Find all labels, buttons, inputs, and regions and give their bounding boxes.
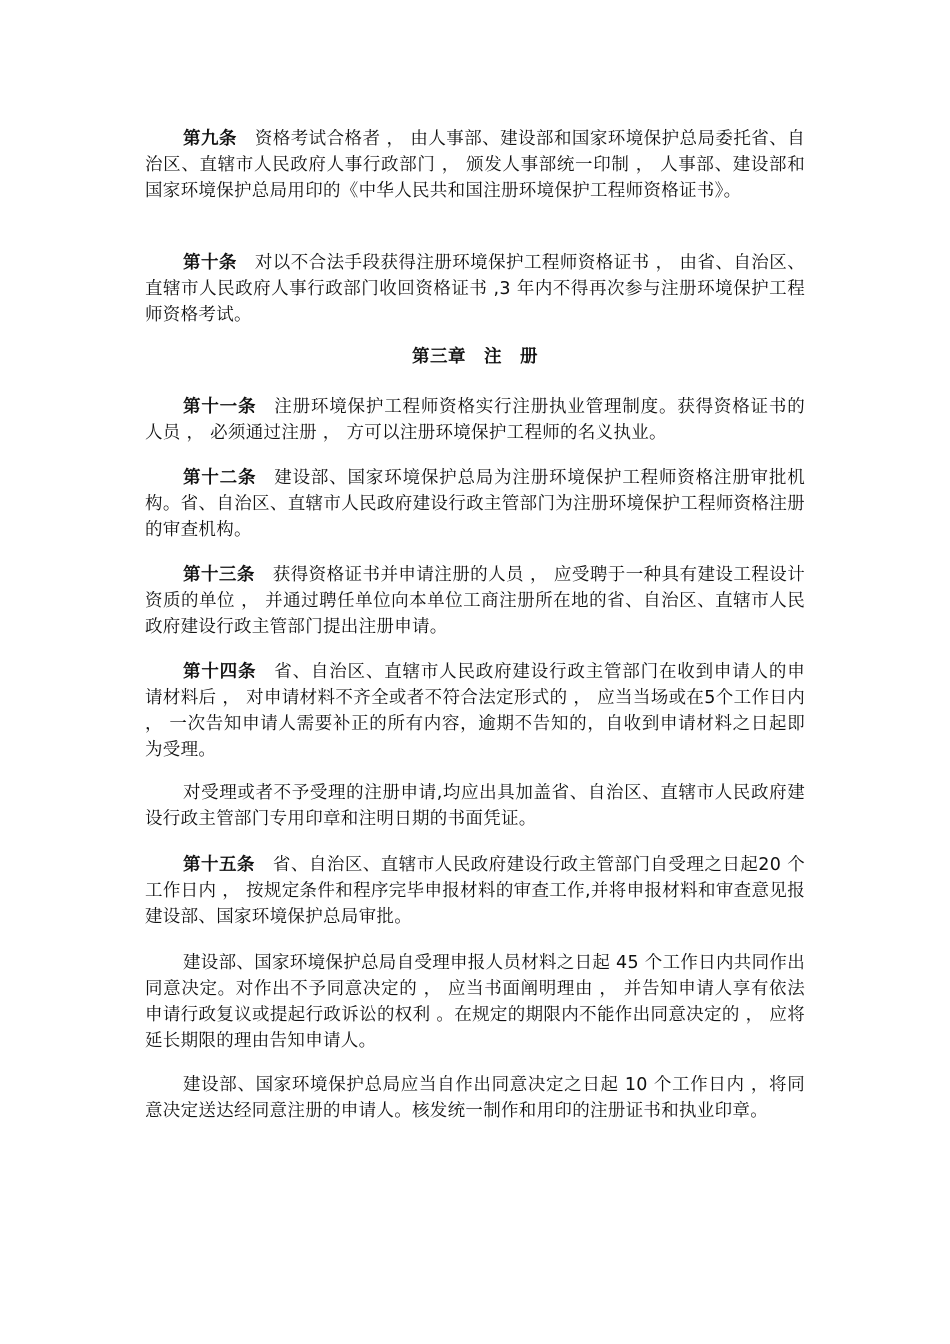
paragraph-text: 对受理或者不予受理的注册申请,均应出具加盖省、自治区、直辖市人民政府建设行政主管部门专用印章和注明日期的书面凭证。	[145, 783, 805, 829]
article-number: 第九条	[183, 129, 237, 149]
article-text: 获得资格证书并申请注册的人员 ， 应受聘于一种具有建设工程设计资质的单位 ， 并通过聘任单位向本单位工商注册所在地的省、自治区、直辖市人民政府建设行政主管部门提出注册申请。	[145, 565, 805, 637]
article-text: 资格考试合格者 ， 由人事部、建设部和国家环境保护总局委托省、自治区、直辖市人民政府人事行政部门 ， 颁发人事部统一印制 ， 人事部、建设部和国家环境保护总局用印的《中华人民共和国注册环境保护工程师资格证书》。	[145, 129, 805, 201]
article-10	[145, 250, 805, 328]
paragraph-text: 建设部、国家环境保护总局自受理申报人员材料之日起 45 个工作日内共同作出同意决定。对作出不予同意决定的 ， 应当书面阐明理由 ， 并告知申请人享有依法申请行政复议或提起行政诉讼的权利 。在规定的期限内不能作出同意决定的 ， 应将延长期限的理由告知申请人。	[145, 953, 805, 1051]
article-text: 注册环境保护工程师资格实行注册执业管理制度。获得资格证书的人员 ， 必须通过注册 ， 方可以注册环境保护工程师的名义执业。	[145, 397, 805, 443]
article-text: 省、自治区、直辖市人民政府建设行政主管部门在收到申请人的申请材料后 ， 对申请材料不齐全或者不符合法定形式的 ， 应当当场或在5个工作日内 ， 一次告知申请人需要补正的所有内容，逾期不告知的，自收到申请材料之日起即为受理。	[145, 662, 805, 760]
paragraph-text: 建设部、国家环境保护总局应当自作出同意决定之日起 10 个工作日内 ，将同意决定送达经同意注册的申请人。核发统一制作和用印的注册证书和执业印章。	[145, 1075, 805, 1121]
article-number: 第十一条	[183, 397, 257, 417]
article-text: 建设部、国家环境保护总局为注册环境保护工程师资格注册审批机构。省、自治区、直辖市人民政府建设行政主管部门为注册环境保护工程师资格注册的审查机构。	[145, 468, 805, 540]
article-number: 第十三条	[183, 565, 255, 585]
article-number: 第十五条	[183, 855, 255, 875]
article-14	[145, 659, 805, 763]
article-15-delivery	[145, 1072, 805, 1124]
article-text: 省、自治区、直辖市人民政府建设行政主管部门自受理之日起20 个工作日内 ， 按规定条件和程序完毕申报材料的审查工作,并将申报材料和审查意见报建设部、国家环境保护总局审批。	[145, 855, 805, 927]
article-9	[145, 126, 805, 204]
chapter-heading: 第三章 注 册	[412, 347, 538, 367]
article-text: 对以不合法手段获得注册环境保护工程师资格证书 ， 由省、自治区、直辖市人民政府人事行政部门收回资格证书 ,3 年内不得再次参与注册环境保护工程师资格考试。	[145, 253, 805, 325]
article-number: 第十二条	[183, 468, 257, 488]
article-13	[145, 562, 805, 640]
article-15	[145, 852, 805, 930]
article-12	[145, 465, 805, 543]
article-14-continued	[145, 780, 805, 832]
article-number: 第十条	[183, 253, 237, 273]
article-11	[145, 394, 805, 446]
article-number: 第十四条	[183, 662, 257, 682]
article-15-approval	[145, 950, 805, 1054]
